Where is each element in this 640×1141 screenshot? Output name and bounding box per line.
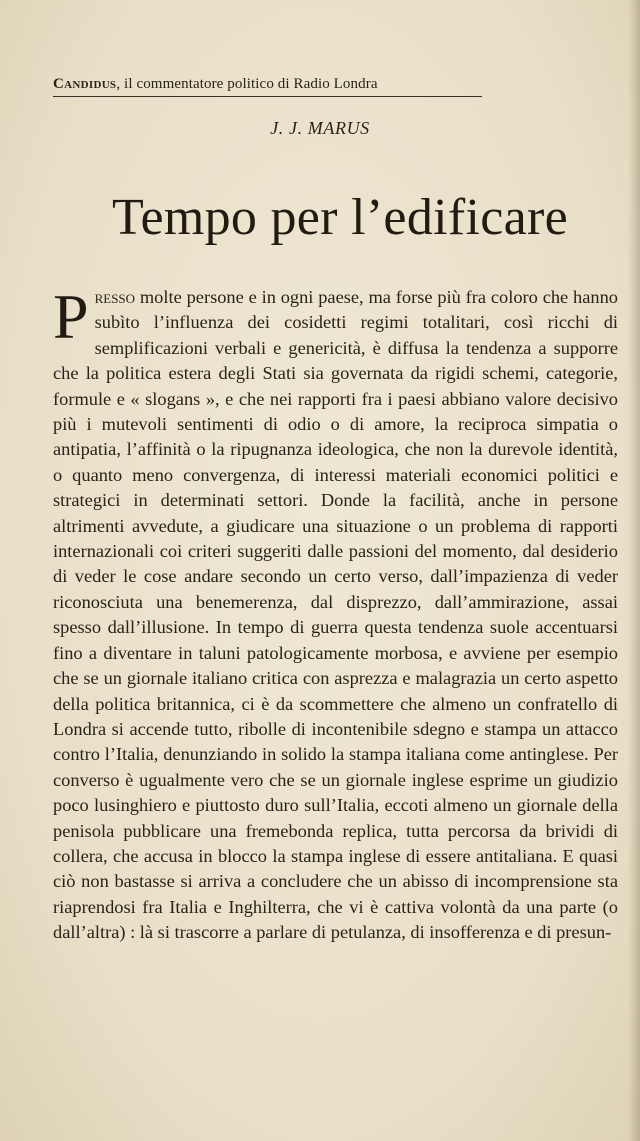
running-head [53, 76, 482, 93]
body-paragraph: molte persone e in ogni paese, ma forse più fra coloro che hanno subìto l’influenza dei cosidetti regimi totalitari, così ricchi di semplificazioni verbali e genericità, è diffusa la tendenza a supporre che la politica estera degli Stati sia governata da rigidi schemi, categorie, formule e « slogans », e che nei rapporti fra i paesi abbiano valore decisivo più i mutevoli sentimenti di odio o di amore, la reciproca simpatia o antipatia, l’affinità o la ripugnanza ideologica, che non la durevole identità, o quanto meno convergenza, di interessi materiali economici politici e strategici in determinati settori. Donde la facilità, anche in persone altrimenti avvedute, a giudicare una situazione o un problema di rapporti internazionali coi criteri suggeriti dalle passioni del momento, dal desiderio di veder le cose andare secondo un certo verso, dall’impazienza di veder riconosciuta una benemerenza, dal disprezzo, dall’ammirazione, assai spesso dall’illusione. In tempo di guerra questa tendenza suole accentuarsi fino a diventare in taluni patologicamente morbosa, e avviene per esempio che se un giornale italiano critica con asprezza e malagrazia un certo aspetto della politica britannica, ci è da scommettere che almeno un confratello di Londra si accende tutto, ribolle di incontenibile sdegno e stampa un attacco contro l’Italia, denunziando in solido la stampa italiana come antinglese. Per converso è ugualmente vero che se un giornale inglese esprime un giudizio poco lusinghiero e piuttosto duro sull’Italia, eccoti almeno un giornale della penisola pubblicare una fremebonda replica, tutta percorsa da brividi di collera, che accusa in blocco la stampa inglese di essere antitaliana. E quasi ciò non bastasse si arriva a concludere che un abisso di incomprensione sta riaprendosi fra Italia e Inghilterra, che vi è cattiva volontà da una parte (o dall’altra) : là si trascorre a parlare di petulanza, di insofferenza e di presun- [53, 287, 618, 943]
page-edge-shadow [628, 0, 640, 1141]
running-head-rest: , il commentatore politico di Radio Londra [116, 76, 378, 92]
drop-cap: P [53, 281, 89, 352]
running-head-name: Candidus [53, 76, 117, 92]
lead-word: resso [94, 287, 136, 307]
article-body [53, 281, 618, 946]
article-author: J. J. MARUS [270, 118, 370, 138]
header-rule [53, 96, 482, 97]
article-title: Tempo per l’edificare [112, 189, 568, 246]
